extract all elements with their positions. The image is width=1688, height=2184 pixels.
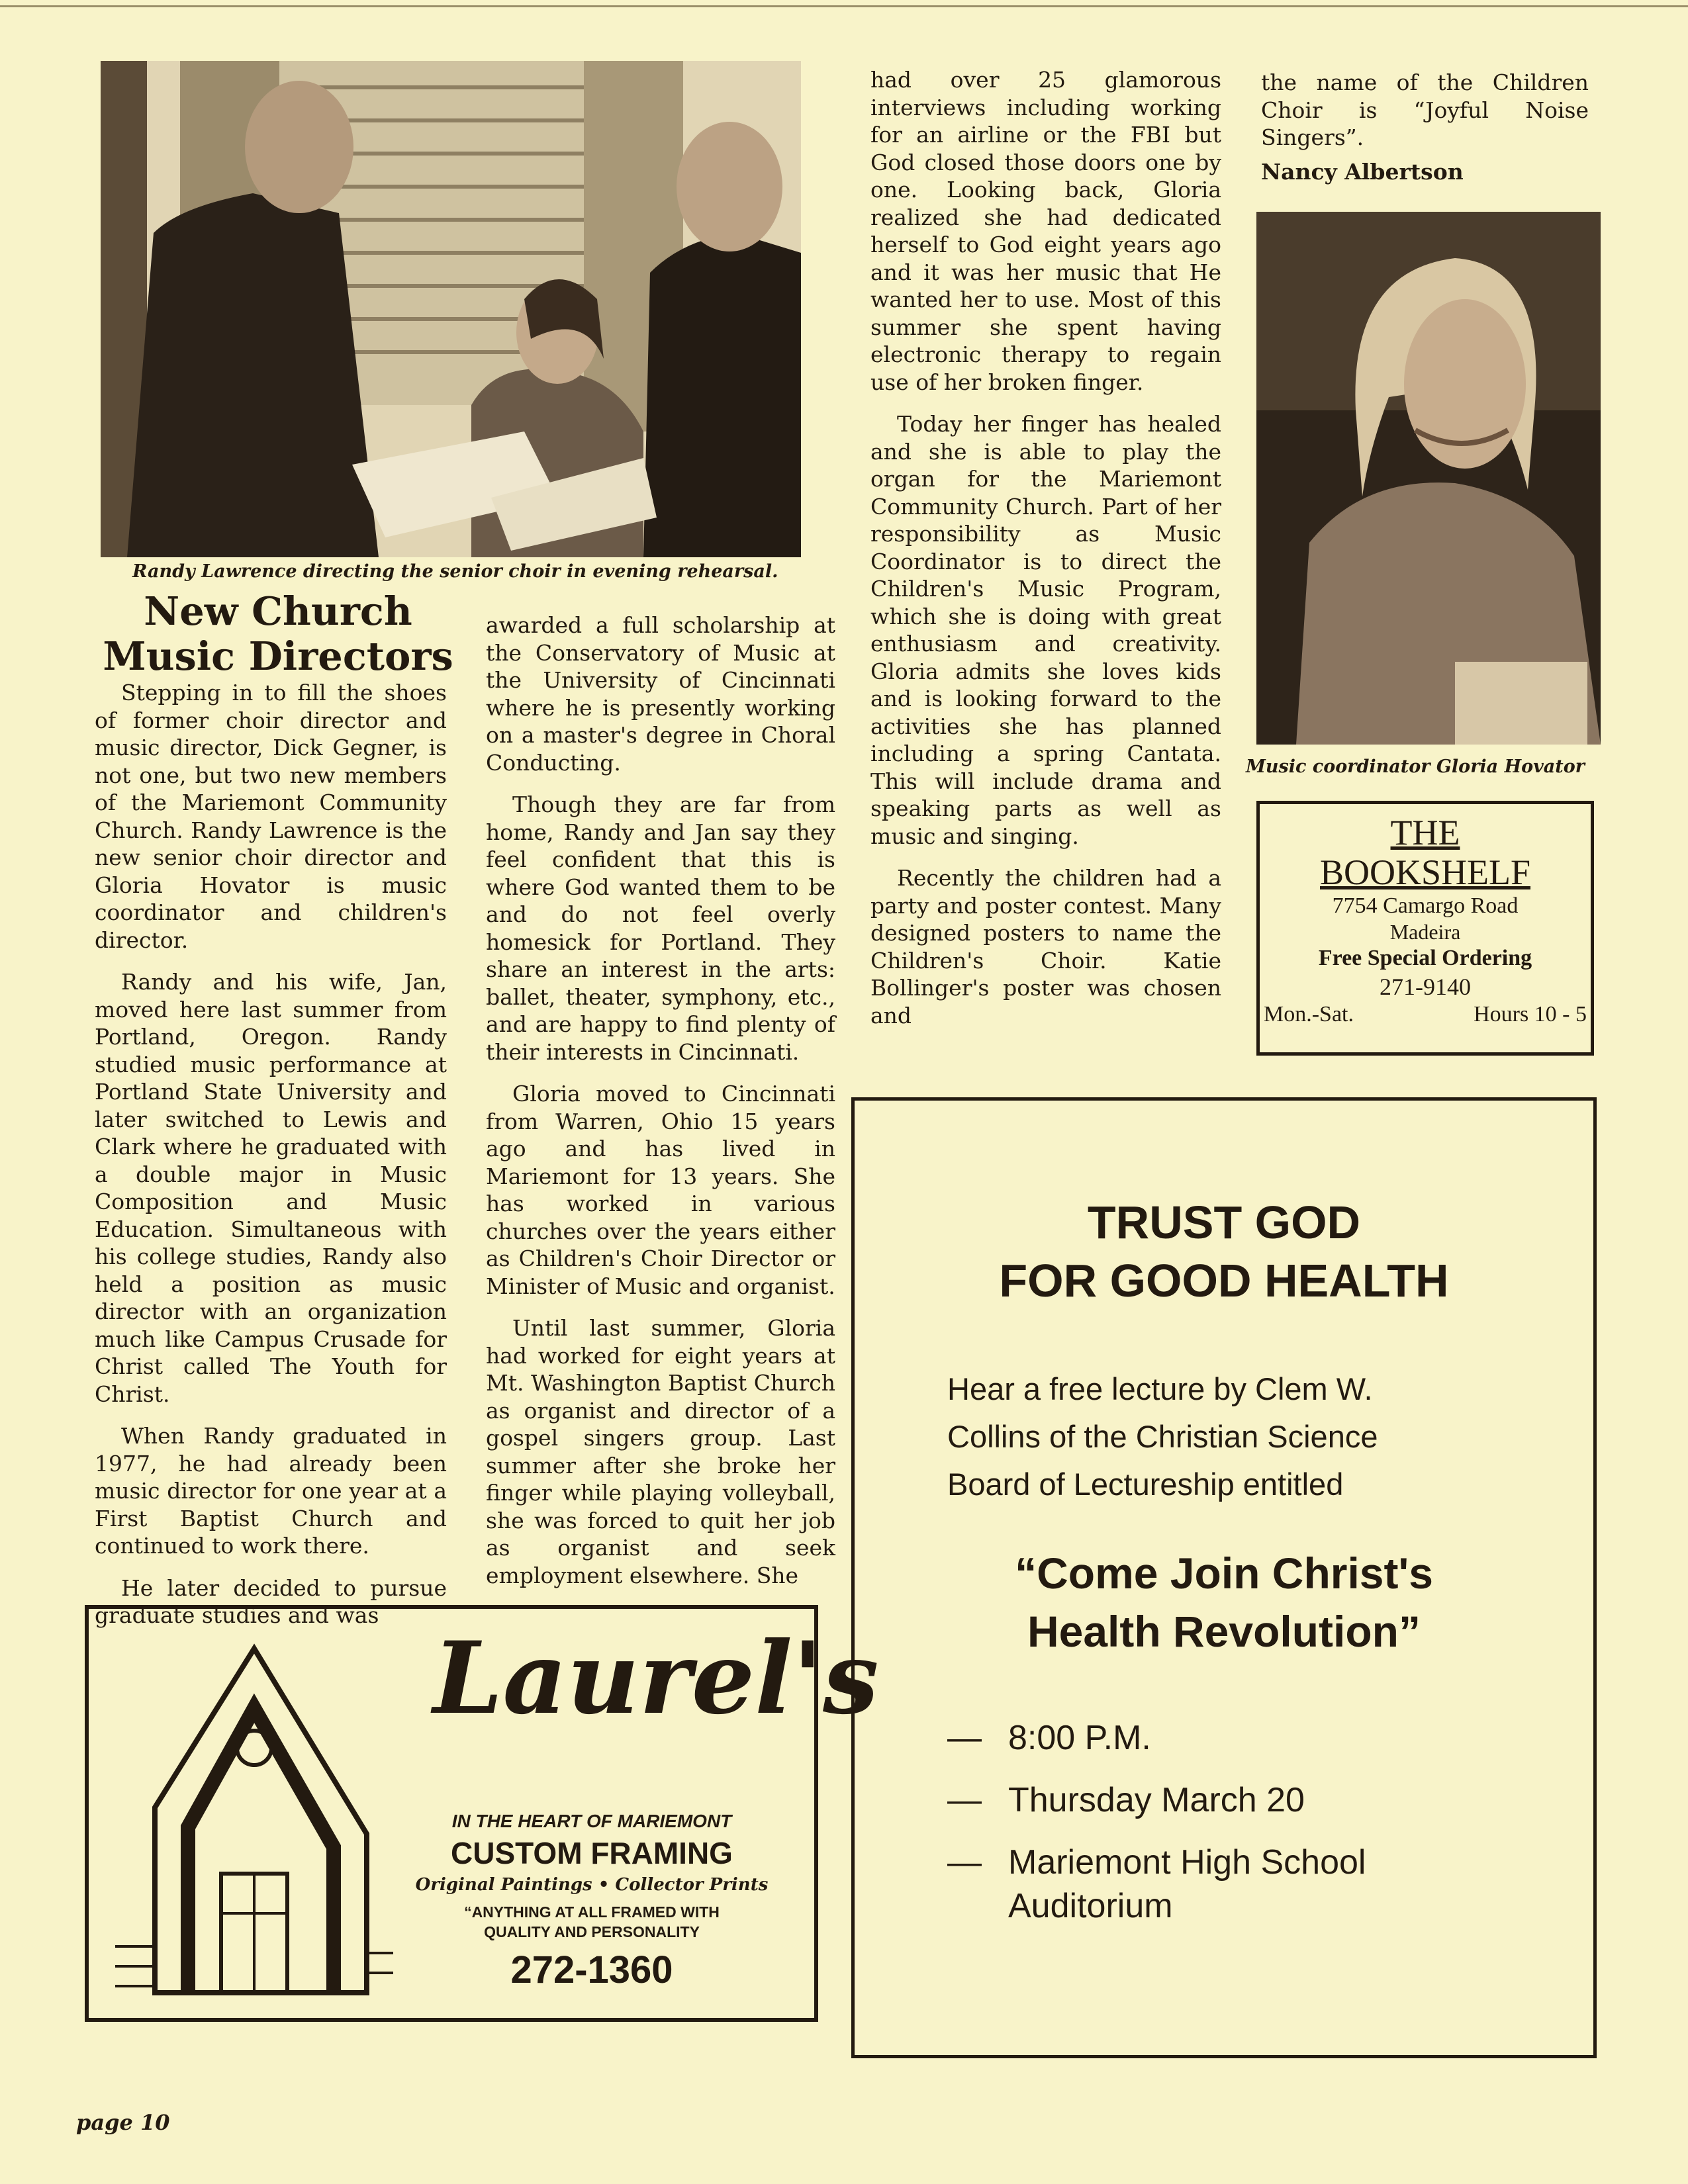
dash: — [947, 1843, 982, 1882]
page-number: page 10 [76, 2110, 170, 2135]
trust-date: Thursday March 20 [1008, 1781, 1305, 1819]
house-illustration [115, 1635, 393, 2006]
article-paragraph: He later decided to pursue graduate studies and was [95, 1574, 447, 1628]
trust-time-item [947, 1716, 1570, 1760]
top-rule [0, 5, 1688, 7]
laurels-service: CUSTOM FRAMING [451, 1836, 733, 1870]
dash: — [947, 1719, 982, 1757]
article-paragraph: had over 25 glamorous interviews including working for an airline or the FBI but God closed those doors one by one. Looking back, Gloria realized she had dedicated herself to God eight years ago and it was her music that He wanted her to use. Most of this summer she spent having electronic therapy to regain use of her broken finger. [870, 67, 1221, 395]
bookshelf-phone: 271-9140 [1380, 974, 1471, 1000]
trust-quote-line2: Health Revolution” [1027, 1607, 1421, 1656]
bookshelf-days: Mon.-Sat. [1264, 1002, 1354, 1026]
trust-title-line1: TRUST GOD [1087, 1197, 1361, 1248]
bookshelf-city: Madeira [1389, 920, 1461, 944]
choir-photo-caption: Randy Lawrence directing the senior choir in evening rehearsal. [132, 561, 778, 582]
article-paragraph: Today her finger has healed and she is able to play the organ for the Mariemont Community Church. Part of her responsibility as Music Coordinator is to direct the Children's Music Program, which she is doing with great enthusiasm and creativity. Gloria admits she loves kids and is looking forward to the activities she has planned including a spring Cantata. This will include drama and speaking parts as well as music and singing. [870, 411, 1221, 849]
article-column-4 [1261, 69, 1589, 185]
article-paragraph: Stepping in to fill the shoes of former choir director and music director, Dick Gegner, is not one, but two new members of the Mariemont Community Church. Randy Lawrence is the new senior choir director and Gloria Hovator is music coordinator and children's director. [95, 680, 447, 953]
laurels-slogan-line2: QUALITY AND PERSONALITY [484, 1923, 700, 1940]
trust-body-line2: Collins of the Christian Science [947, 1419, 1378, 1454]
trust-place-line2: Auditorium [1008, 1887, 1173, 1925]
trust-lecture-title [855, 1544, 1593, 1661]
bookshelf-hours-row [1260, 1001, 1591, 1028]
dash: — [947, 1781, 982, 1819]
gloria-photo [1256, 212, 1601, 745]
trust-title [855, 1193, 1593, 1310]
laurels-slogan-line1: “ANYTHING AT ALL FRAMED WITH [464, 1903, 720, 1921]
choir-photo-image [101, 61, 801, 557]
trust-title-line2: FOR GOOD HEALTH [999, 1255, 1449, 1306]
bookshelf-ad [1256, 801, 1594, 1056]
laurels-products: Original Paintings • Collector Prints [415, 1875, 769, 1895]
article-byline: Nancy Albertson [1261, 158, 1464, 185]
trust-quote-line1: “Come Join Christ's [1015, 1549, 1433, 1598]
trust-place-line1: Mariemont High School [1008, 1843, 1366, 1882]
laurels-phone: 272-1360 [510, 1948, 673, 1991]
trust-details [947, 1716, 1570, 1928]
bookshelf-hours: Hours 10 - 5 [1474, 1002, 1587, 1026]
article-column-3 [870, 66, 1221, 1044]
trust-body-line3: Board of Lectureship entitled [947, 1467, 1344, 1502]
article-paragraph: the name of the Children Choir is “Joyful Noise Singers”. [1261, 69, 1589, 150]
trust-body-line1: Hear a free lecture by Clem W. [947, 1371, 1373, 1406]
headline-line-2: Music Directors [103, 633, 453, 679]
bookshelf-name-line2: BOOKSHELF [1319, 852, 1531, 892]
trust-date-item [947, 1778, 1570, 1822]
article-headline [99, 589, 457, 679]
trust-place-item [947, 1841, 1570, 1928]
headline-line-1: New Church [144, 588, 412, 634]
choir-photo [101, 61, 801, 557]
laurels-ad [85, 1605, 879, 2022]
bookshelf-service: Free Special Ordering [1318, 946, 1532, 970]
trust-god-ad [851, 1097, 1597, 2058]
article-paragraph: When Randy graduated in 1977, he had already been music director for one year at a First Baptist Church and continued to work there. [95, 1423, 447, 1559]
article-paragraph: Randy and his wife, Jan, moved here last summer from Portland, Oregon. Randy studied music performance at Portland State University and later switched to Lewis and Clark where he graduated with a double major in Music Composition and Music Education. Simultaneous with his college studies, Randy also held a position as music director with an organization much like Campus Crusade for Christ called The Youth for Christ. [95, 969, 447, 1407]
trust-lecture-text [947, 1365, 1543, 1508]
gloria-photo-caption: Music coordinator Gloria Hovator [1246, 756, 1585, 777]
article-paragraph: Recently the children had a party and poster contest. Many designed posters to name the Children's Choir. Katie Bollinger's poster was chosen and [870, 865, 1221, 1028]
bookshelf-address: 7754 Camargo Road [1332, 893, 1519, 918]
trust-time: 8:00 P.M. [1008, 1719, 1151, 1757]
article-paragraph: Gloria moved to Cincinnati from Warren, Ohio 15 years ago and has lived in Mariemont for 13 years. She has worked in various churches over the years either as Children's Choir Director or Minister of Music and organist. [486, 1081, 835, 1299]
article-paragraph: Until last summer, Gloria had worked for eight years at Mt. Washington Baptist Church as organist and director of a gospel singers group. Last summer after she broke her finger while playing volleyball, she was forced to quit her job as organist and seek employment elsewhere. She [486, 1315, 835, 1588]
bookshelf-name-line1: THE [1390, 813, 1460, 852]
article-paragraph: awarded a full scholarship at the Conservatory of Music at the University of Cincinnati where he is presently working on a master's degree in Choral Conducting. [486, 612, 835, 776]
laurels-logo: Laurel's [433, 1620, 879, 1737]
gloria-photo-image [1256, 212, 1601, 745]
article-column-1 [95, 679, 447, 1644]
article-paragraph: Though they are far from home, Randy and Jan say they feel confident that this is where God wanted them to be and do not feel overly homesick for Portland. They share an interest in the arts: ballet, theater, symphony, etc., and are happy to find plenty of their interests in Cincinnati. [486, 792, 835, 1065]
laurels-tagline: IN THE HEART OF MARIEMONT [451, 1811, 732, 1831]
article-column-2 [486, 612, 835, 1604]
